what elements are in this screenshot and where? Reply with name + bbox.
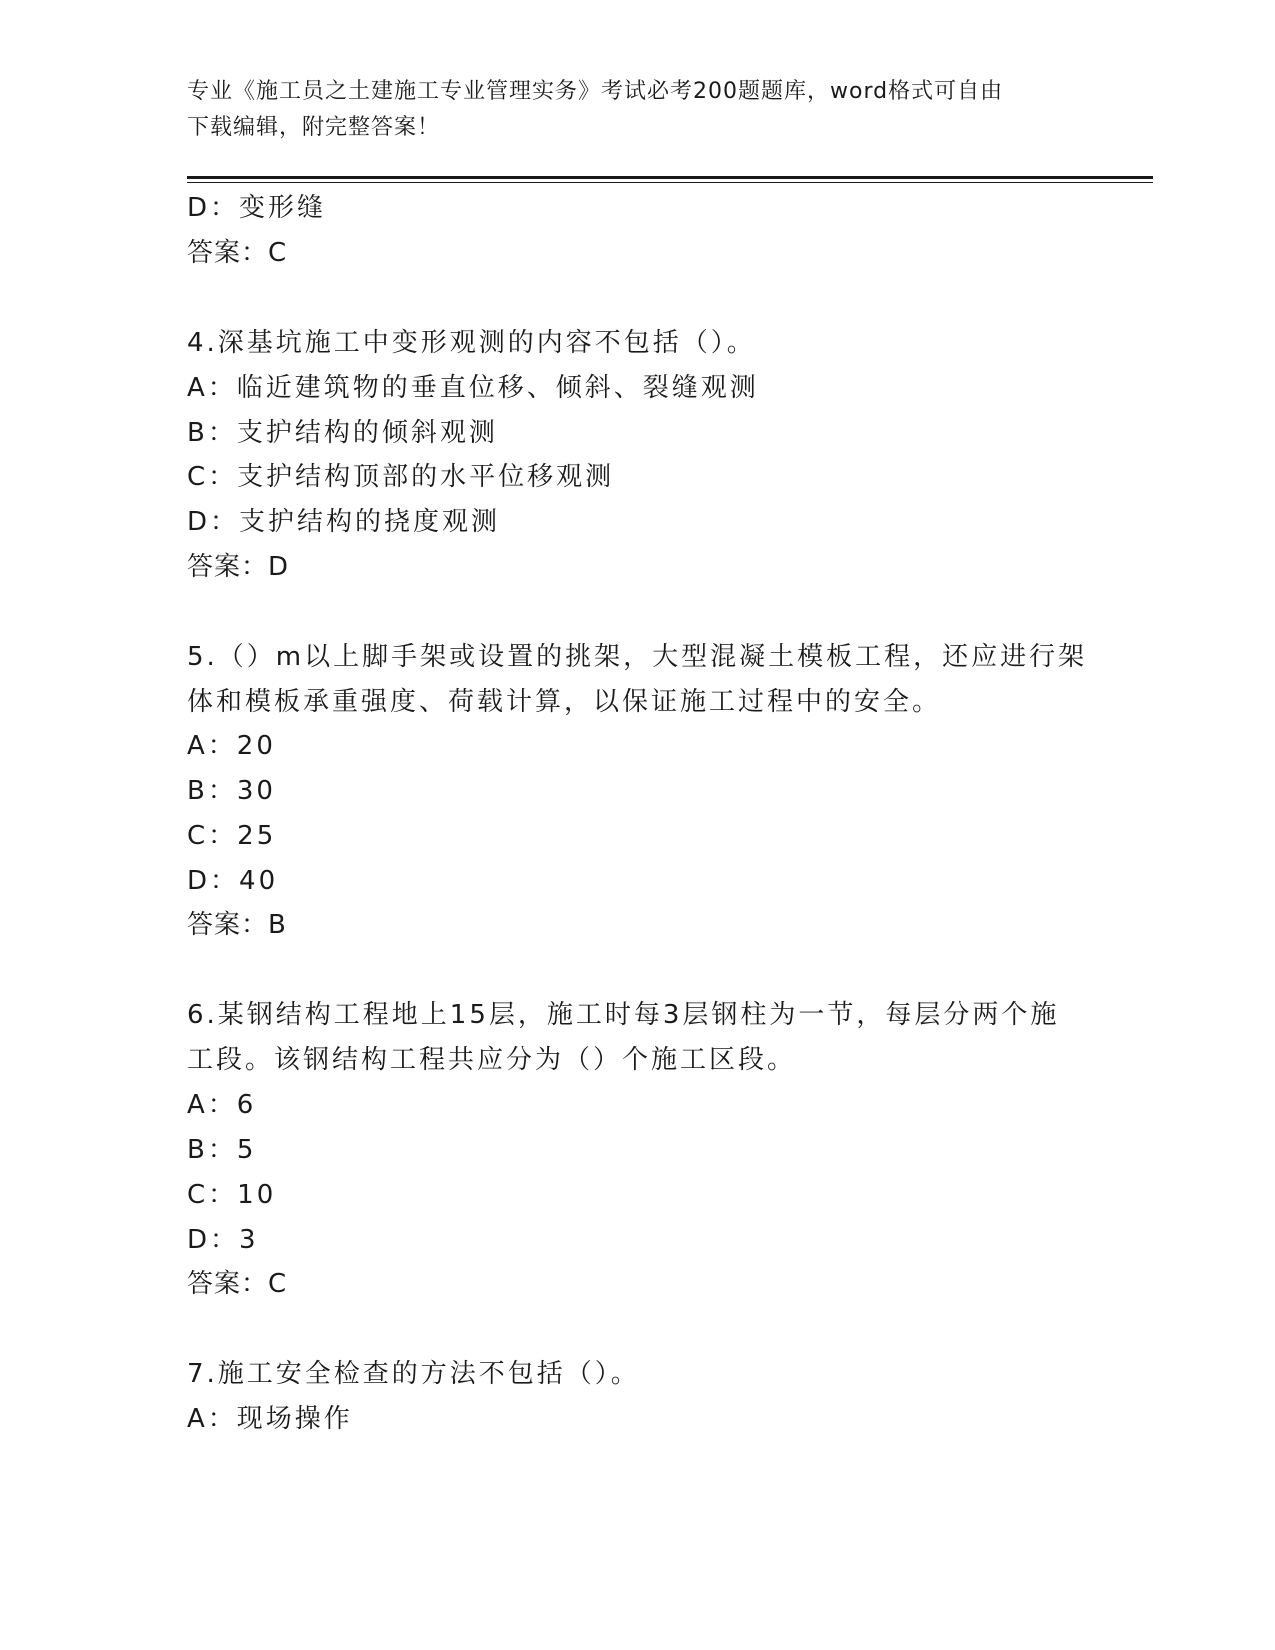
prev-answer: 答案：C: [187, 238, 288, 268]
prev-option-d: D：变形缝: [187, 193, 327, 223]
header-rule-thin: [187, 182, 1153, 183]
q5-option-c: C：25: [187, 821, 277, 851]
q6-option-c: C：10: [187, 1180, 277, 1210]
q6-answer: 答案：C: [187, 1269, 288, 1299]
q5-stem-line-1: 5.（）m以上脚手架或设置的挑架，大型混凝土模板工程，还应进行架: [187, 642, 1088, 672]
q6-stem-line-1: 6.某钢结构工程地上15层，施工时每3层钢柱为一节，每层分两个施: [187, 1000, 1060, 1030]
q6-option-b: B：5: [187, 1135, 257, 1165]
q6-stem-line-2: 工段。该钢结构工程共应分为（）个施工区段。: [187, 1045, 797, 1075]
q5-option-b: B：30: [187, 776, 276, 806]
q4-option-c: C：支护结构顶部的水平位移观测: [187, 462, 615, 492]
q5-option-a: A：20: [187, 731, 276, 761]
header-line-2: 下载编辑，附完整答案！: [187, 115, 441, 140]
q6-option-d: D：3: [187, 1225, 259, 1255]
q4-stem: 4.深基坑施工中变形观测的内容不包括（）。: [187, 328, 756, 358]
q5-answer: 答案：B: [187, 910, 287, 940]
q4-option-a: A：临近建筑物的垂直位移、倾斜、裂缝观测: [187, 373, 759, 403]
q5-stem-line-2: 体和模板承重强度、荷载计算，以保证施工过程中的安全。: [187, 687, 942, 717]
document-header: [187, 74, 1087, 146]
header-line-1: 专业《施工员之土建施工专业管理实务》考试必考200题题库，word格式可自由: [187, 79, 1004, 104]
header-rule-thick: [187, 176, 1153, 179]
q7-stem: 7.施工安全检查的方法不包括（）。: [187, 1359, 640, 1389]
q4-answer: 答案：D: [187, 552, 290, 582]
q6-option-a: A：6: [187, 1090, 257, 1120]
q7-option-a: A：现场操作: [187, 1404, 353, 1434]
q5-option-d: D：40: [187, 866, 279, 896]
q4-option-b: B：支护结构的倾斜观测: [187, 418, 498, 448]
q4-option-d: D：支护结构的挠度观测: [187, 507, 501, 537]
